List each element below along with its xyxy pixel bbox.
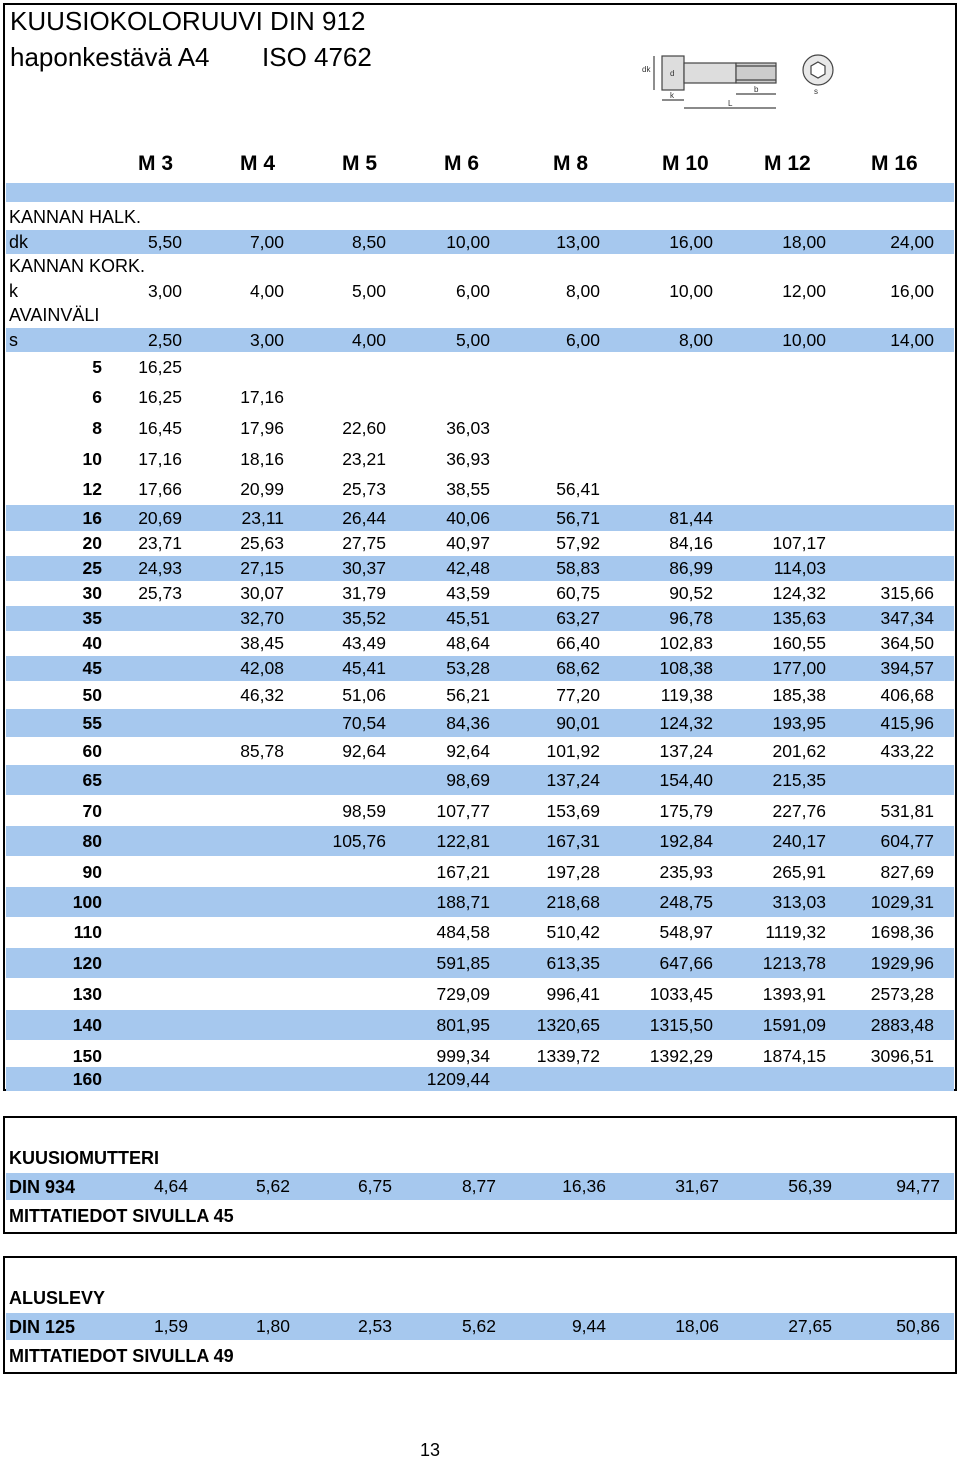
dim-value: 18,00	[782, 232, 826, 252]
price-cell: 51,06	[342, 685, 386, 705]
price-cell: 2883,48	[870, 1015, 934, 1035]
length-label: 25	[82, 558, 102, 578]
price-cell: 20,99	[240, 479, 284, 499]
washer-price: 27,65	[788, 1316, 832, 1336]
price-cell: 227,76	[772, 801, 826, 821]
length-label: 110	[73, 922, 102, 942]
price-cell: 201,62	[772, 741, 826, 761]
price-cell: 1213,78	[762, 953, 826, 973]
k-label: KANNAN KORK.	[9, 256, 146, 276]
length-label: 60	[82, 741, 102, 761]
price-cell: 56,71	[556, 508, 600, 528]
s-label: AVAINVÄLI	[9, 305, 100, 325]
price-cell: 96,78	[669, 608, 713, 628]
price-cell: 135,63	[772, 608, 826, 628]
length-label: 140	[72, 1015, 102, 1035]
price-cell: 18,16	[240, 449, 284, 469]
price-cell: 43,59	[446, 583, 490, 603]
price-cell: 175,79	[659, 801, 713, 821]
price-cell: 1698,36	[870, 922, 934, 942]
dim-value: 3,00	[249, 330, 284, 350]
header-band	[6, 183, 954, 202]
nut-price: 8,77	[461, 1176, 496, 1196]
size-header-m5: M 5	[342, 152, 378, 175]
screw-drawing	[640, 46, 840, 116]
price-cell: 16,25	[138, 387, 182, 407]
price-cell: 192,84	[659, 831, 713, 851]
price-cell: 265,91	[772, 862, 826, 882]
price-cell: 81,44	[669, 508, 713, 528]
length-label: 5	[92, 357, 102, 377]
price-cell: 2573,28	[870, 984, 934, 1004]
price-cell: 17,66	[138, 479, 182, 499]
price-cell: 24,93	[138, 558, 182, 578]
price-cell: 729,09	[436, 984, 490, 1004]
price-cell: 98,59	[342, 801, 386, 821]
length-label: 160	[72, 1069, 102, 1089]
washer-price: 5,62	[461, 1316, 496, 1336]
price-cell: 3096,51	[870, 1046, 934, 1066]
price-cell: 591,85	[436, 953, 490, 973]
price-cell: 66,40	[556, 633, 600, 653]
price-cell: 23,21	[342, 449, 386, 469]
price-cell: 548,97	[659, 922, 713, 942]
price-cell: 27,75	[342, 533, 386, 553]
price-cell: 235,93	[659, 862, 713, 882]
price-cell: 137,24	[546, 770, 600, 790]
price-cell: 1339,72	[536, 1046, 600, 1066]
washer-note: MITTATIEDOT SIVULLA 49	[9, 1346, 234, 1366]
price-cell: 85,78	[240, 741, 284, 761]
nut-price: 6,75	[357, 1176, 392, 1196]
dim-value: 3,00	[147, 281, 182, 301]
price-cell: 137,24	[659, 741, 713, 761]
dim-value: 6,00	[565, 330, 600, 350]
title-line2: haponkestävä A4	[10, 42, 210, 72]
price-cell: 193,95	[772, 713, 826, 733]
price-cell: 1033,45	[649, 984, 713, 1004]
price-cell: 107,77	[436, 801, 490, 821]
price-cell: 105,76	[332, 831, 386, 851]
washer-price: 18,06	[675, 1316, 719, 1336]
dim-value: 2,50	[147, 330, 182, 350]
dk-key: dk	[9, 232, 29, 252]
price-cell: 1393,91	[762, 984, 826, 1004]
price-cell: 167,31	[546, 831, 600, 851]
price-cell: 43,49	[342, 633, 386, 653]
price-cell: 347,34	[880, 608, 934, 628]
washer-price: 1,80	[255, 1316, 290, 1336]
price-cell: 32,70	[240, 608, 284, 628]
price-cell: 510,42	[546, 922, 600, 942]
nut-price: 16,36	[562, 1176, 606, 1196]
price-cell: 20,69	[138, 508, 182, 528]
price-cell: 107,17	[772, 533, 826, 553]
dim-value: 13,00	[556, 232, 600, 252]
dim-value: 5,00	[455, 330, 490, 350]
price-cell: 27,15	[240, 558, 284, 578]
price-cell: 30,07	[240, 583, 284, 603]
price-cell: 57,92	[556, 533, 600, 553]
price-cell: 26,44	[342, 508, 386, 528]
price-cell: 999,34	[436, 1046, 490, 1066]
length-label: 90	[82, 862, 102, 882]
price-cell: 36,03	[446, 418, 490, 438]
s-key: s	[9, 330, 18, 350]
price-cell: 23,71	[138, 533, 182, 553]
price-cell: 23,11	[241, 508, 284, 528]
nut-price: 31,67	[675, 1176, 719, 1196]
price-cell: 364,50	[880, 633, 934, 653]
price-cell: 35,52	[342, 608, 386, 628]
price-cell: 1874,15	[762, 1046, 826, 1066]
price-cell: 197,28	[546, 862, 600, 882]
price-cell: 38,45	[240, 633, 284, 653]
size-header-m10: M 10	[662, 152, 709, 175]
price-cell: 240,17	[772, 831, 826, 851]
price-cell: 56,21	[446, 685, 490, 705]
dim-value: 8,50	[351, 232, 386, 252]
length-label: 80	[82, 831, 102, 851]
price-cell: 433,22	[880, 741, 934, 761]
price-cell: 42,48	[446, 558, 490, 578]
price-cell: 215,35	[772, 770, 826, 790]
nut-price: 94,77	[896, 1176, 940, 1196]
length-label: 12	[82, 479, 102, 499]
price-cell: 36,93	[446, 449, 490, 469]
price-cell: 119,38	[660, 685, 713, 705]
dim-value: 24,00	[890, 232, 934, 252]
price-cell: 394,57	[880, 658, 934, 678]
price-cell: 40,06	[446, 508, 490, 528]
title-line1: KUUSIOKOLORUUVI DIN 912	[10, 6, 366, 36]
length-label: 40	[82, 633, 102, 653]
price-cell: 92,64	[342, 741, 386, 761]
price-cell: 92,64	[446, 741, 490, 761]
page-number: 13	[420, 1440, 441, 1460]
price-cell: 102,83	[659, 633, 713, 653]
price-cell: 124,32	[772, 583, 826, 603]
price-cell: 313,03	[772, 892, 826, 912]
price-cell: 63,27	[556, 608, 600, 628]
dim-value: 8,00	[565, 281, 600, 301]
price-cell: 70,54	[342, 713, 386, 733]
price-cell: 58,83	[556, 558, 600, 578]
size-header-m16: M 16	[871, 152, 918, 175]
price-cell: 38,55	[446, 479, 490, 499]
price-cell: 1929,96	[870, 953, 934, 973]
price-cell: 25,73	[138, 583, 182, 603]
price-cell: 16,25	[138, 357, 182, 377]
price-cell: 484,58	[436, 922, 490, 942]
price-cell: 315,66	[880, 583, 934, 603]
price-cell: 248,75	[659, 892, 713, 912]
price-cell: 167,21	[436, 862, 490, 882]
price-cell: 406,68	[880, 685, 934, 705]
price-cell: 60,75	[556, 583, 600, 603]
dim-value: 8,00	[678, 330, 713, 350]
price-cell: 1320,65	[536, 1015, 600, 1035]
drawing-label-l: L	[728, 99, 733, 108]
price-cell: 25,73	[342, 479, 386, 499]
length-label: 70	[82, 801, 102, 821]
length-label: 45	[82, 658, 102, 678]
dim-value: 16,00	[669, 232, 713, 252]
dim-value: 10,00	[446, 232, 490, 252]
length-label: 120	[72, 953, 102, 973]
price-cell: 188,71	[436, 892, 490, 912]
drawing-label-dk: dk	[642, 65, 651, 74]
dim-value: 5,00	[351, 281, 386, 301]
drawing-label-s: s	[814, 87, 818, 96]
size-header-m8: M 8	[553, 152, 589, 175]
price-cell: 16,45	[138, 418, 182, 438]
price-cell: 415,96	[880, 713, 934, 733]
price-cell: 46,32	[240, 685, 284, 705]
length-label: 35	[82, 608, 102, 628]
dim-value: 16,00	[890, 281, 934, 301]
price-cell: 77,20	[556, 685, 600, 705]
price-cell: 124,32	[659, 713, 713, 733]
price-cell: 114,03	[773, 558, 826, 578]
washer-price: 2,53	[357, 1316, 392, 1336]
size-header-m6: M 6	[444, 152, 480, 175]
price-cell: 17,16	[138, 449, 182, 469]
length-label: 50	[82, 685, 102, 705]
price-cell: 45,41	[342, 658, 386, 678]
dim-value: 4,00	[351, 330, 386, 350]
price-cell: 84,16	[669, 533, 713, 553]
price-cell: 84,36	[446, 713, 490, 733]
price-cell: 1209,44	[426, 1069, 490, 1089]
price-cell: 22,60	[342, 418, 386, 438]
washer-price: 50,86	[896, 1316, 940, 1336]
nut-din: DIN 934	[9, 1177, 76, 1197]
price-cell: 613,35	[546, 953, 600, 973]
dim-value: 10,00	[669, 281, 713, 301]
length-label: 8	[92, 418, 102, 438]
price-cell: 45,51	[446, 608, 490, 628]
length-label: 150	[72, 1046, 102, 1066]
price-cell: 17,16	[240, 387, 284, 407]
price-cell: 31,79	[342, 583, 386, 603]
dim-value: 12,00	[782, 281, 826, 301]
price-cell: 801,95	[436, 1015, 490, 1035]
price-cell: 647,66	[659, 953, 713, 973]
drawing-label-b: b	[754, 85, 759, 94]
dim-value: 5,50	[147, 232, 182, 252]
price-cell: 1029,31	[870, 892, 934, 912]
price-cell: 1591,09	[762, 1015, 826, 1035]
length-label: 10	[82, 449, 102, 469]
k-key: k	[9, 281, 18, 301]
price-cell: 90,01	[556, 713, 600, 733]
nut-note: MITTATIEDOT SIVULLA 45	[9, 1206, 234, 1226]
drawing-label-k: k	[670, 91, 674, 100]
dk-label: KANNAN HALK.	[9, 207, 142, 227]
washer-price: 1,59	[153, 1316, 188, 1336]
dim-value: 10,00	[782, 330, 826, 350]
price-cell: 17,96	[240, 418, 284, 438]
price-cell: 177,00	[772, 658, 826, 678]
washer-din: DIN 125	[9, 1317, 76, 1337]
length-label: 20	[82, 533, 102, 553]
washer-price: 9,44	[571, 1316, 606, 1336]
price-cell: 108,38	[659, 658, 713, 678]
price-cell: 604,77	[880, 831, 934, 851]
nut-price: 56,39	[788, 1176, 832, 1196]
price-cell: 1119,32	[765, 922, 826, 942]
nut-price: 4,64	[153, 1176, 188, 1196]
length-label: 100	[72, 892, 102, 912]
size-header-m4: M 4	[240, 152, 276, 175]
price-cell: 98,69	[446, 770, 490, 790]
price-cell: 68,62	[556, 658, 600, 678]
length-label: 16	[82, 508, 102, 528]
price-cell: 56,41	[556, 479, 600, 499]
price-cell: 53,28	[446, 658, 490, 678]
price-cell: 122,81	[436, 831, 490, 851]
price-cell: 1315,50	[649, 1015, 713, 1035]
length-label: 65	[82, 770, 102, 790]
drawing-label-d: d	[670, 69, 675, 78]
dim-value: 4,00	[249, 281, 284, 301]
length-label: 130	[72, 984, 102, 1004]
dim-value: 6,00	[455, 281, 490, 301]
price-cell: 40,97	[446, 533, 490, 553]
length-label: 30	[82, 583, 102, 603]
price-cell: 42,08	[240, 658, 284, 678]
price-cell: 160,55	[772, 633, 826, 653]
price-cell: 1392,29	[649, 1046, 713, 1066]
price-cell: 86,99	[669, 558, 713, 578]
price-cell: 996,41	[546, 984, 600, 1004]
price-cell: 153,69	[546, 801, 600, 821]
length-label: 55	[82, 713, 102, 733]
nut-price: 5,62	[255, 1176, 290, 1196]
price-cell: 827,69	[880, 862, 934, 882]
price-cell: 48,64	[446, 633, 490, 653]
dim-value: 14,00	[890, 330, 934, 350]
washer-title: ALUSLEVY	[9, 1288, 106, 1308]
price-cell: 25,63	[240, 533, 284, 553]
price-cell: 90,52	[669, 583, 713, 603]
size-header-m3: M 3	[138, 152, 174, 175]
price-cell: 218,68	[546, 892, 600, 912]
nut-title: KUUSIOMUTTERI	[9, 1148, 159, 1168]
dim-value: 7,00	[249, 232, 284, 252]
price-cell: 101,92	[546, 741, 600, 761]
price-cell: 30,37	[342, 558, 386, 578]
price-cell: 185,38	[772, 685, 826, 705]
size-header-m12: M 12	[764, 152, 811, 175]
length-label: 6	[92, 387, 102, 407]
title-line3: ISO 4762	[262, 42, 372, 72]
price-cell: 531,81	[880, 801, 934, 821]
price-cell: 154,40	[659, 770, 713, 790]
